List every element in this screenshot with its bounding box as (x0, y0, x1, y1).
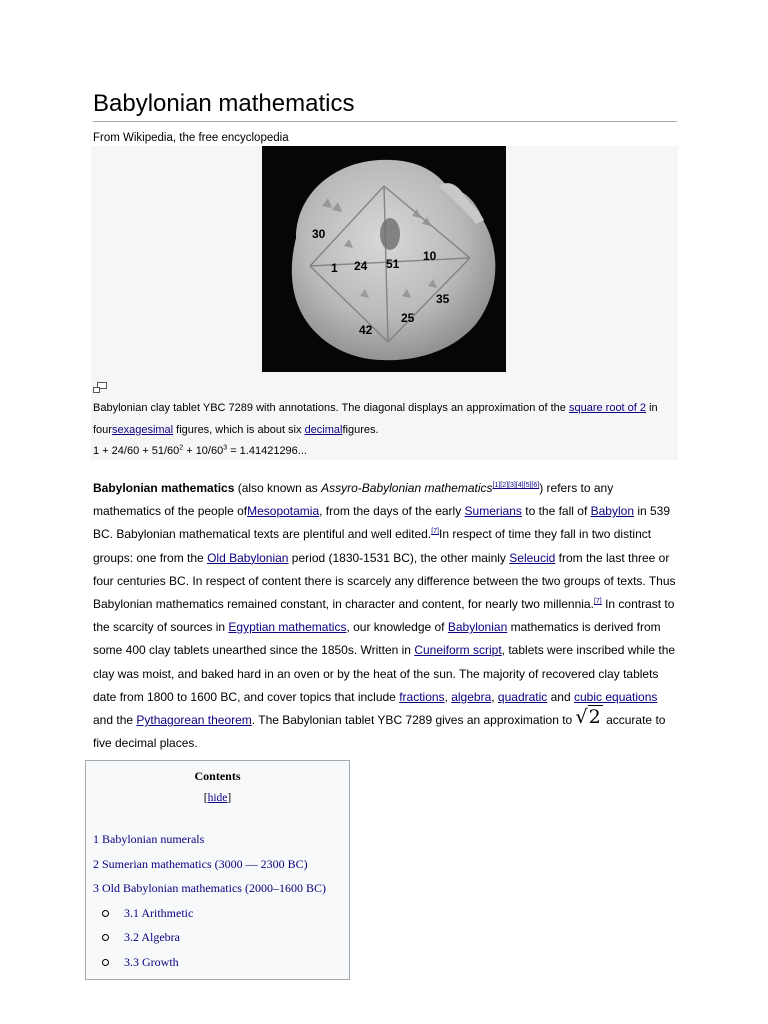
tablet-photo (262, 146, 506, 372)
link-egyptian-mathematics[interactable]: Egyptian mathematics (228, 620, 347, 635)
caption-text: Babylonian clay tablet YBC 7289 with annotations. The diagonal displays an approximation of the (93, 402, 569, 414)
alt-name: Assyro-Babylonian mathematics (321, 481, 493, 495)
magnify-clip-icon[interactable] (93, 382, 107, 393)
body-text: In respect of time they fall in two distinct groups: one from the (93, 527, 652, 565)
toc-item-sumerian-mathematics[interactable]: 2 Sumerian mathematics (3000 — 2300 BC) (93, 856, 308, 871)
toc-item-label: 3.2 Algebra (124, 930, 180, 944)
formula-text: 1 + 24/60 + 51/60 (93, 445, 180, 457)
body-text: to the fall of (521, 504, 591, 519)
body-text: ) refers to any mathematics of the people of (93, 481, 614, 519)
toc-bracket: ] (227, 792, 232, 804)
body-text: , tablets were inscribed while the clay was moist, and baked hard in an oven or by the heat of the sun. The majority of recovered clay tablets date from 1800 to 1600 BC, and cover topics that include (93, 643, 676, 704)
formula-text: + 10/60 (183, 445, 224, 457)
tagline: From Wikipedia, the free encyclopedia (93, 132, 289, 144)
link-quadratic[interactable]: quadratic (497, 689, 548, 704)
toc-hide-link[interactable]: hide (207, 792, 228, 804)
link-sexagesimal[interactable]: sexagesimal (111, 423, 174, 436)
caption-text: figures, which is about six (173, 423, 305, 436)
bullet-icon (102, 934, 109, 941)
toc-item-algebra[interactable] (93, 930, 326, 955)
toc-list (93, 832, 326, 979)
article-subject: Babylonian mathematics (93, 481, 235, 495)
reference-links[interactable]: [1][2][3][4][5][6] (492, 482, 540, 489)
reference-link-7[interactable]: [7] (593, 598, 602, 606)
toc-toggle (86, 792, 349, 804)
tablet-number: 1 (331, 261, 338, 275)
tablet-number: 30 (312, 227, 326, 241)
toc-item-old-babylonian-mathematics[interactable]: 3 Old Babylonian mathematics (2000–1600 BC) (93, 881, 326, 895)
formula-exponent: 2 (179, 444, 184, 452)
toc-item-growth[interactable] (93, 955, 326, 980)
formula-text: = 1.41421296... (227, 445, 307, 457)
link-babylon[interactable]: Babylon (590, 504, 634, 519)
tablet-image[interactable] (262, 146, 506, 372)
article-body (93, 477, 678, 755)
body-text: . The Babylonian tablet YBC 7289 gives an approximation to (251, 713, 576, 728)
intro-paragraph (93, 477, 678, 755)
link-mesopotamia[interactable]: Mesopotamia (247, 504, 320, 519)
body-text: , (444, 689, 452, 704)
tablet-number: 51 (386, 257, 400, 271)
toc-item-label: 3.1 Arithmetic (124, 905, 194, 920)
figure-caption (93, 398, 678, 463)
bullet-icon (102, 910, 109, 917)
toc-title: Contents (194, 769, 241, 783)
caption-text: figures. (342, 423, 379, 436)
caption-formula (93, 441, 678, 463)
link-fractions[interactable]: fractions (399, 689, 445, 704)
caption-line (93, 398, 678, 441)
page-title: Babylonian mathematics (93, 90, 355, 117)
body-text: , from the days of the early (319, 504, 465, 519)
link-babylonian[interactable]: Babylonian (447, 620, 508, 635)
tablet-number: 25 (401, 311, 415, 325)
tablet-number: 35 (436, 292, 450, 306)
title-divider (93, 121, 677, 122)
toc-bracket: [ (203, 792, 208, 804)
sqrt-symbol: √ (575, 706, 588, 729)
sqrt-radicand: 2 (588, 706, 601, 729)
link-seleucid[interactable]: Seleucid (509, 550, 556, 565)
tablet-number: 10 (423, 249, 437, 263)
link-old-babylonian[interactable]: Old Babylonian (207, 550, 289, 565)
link-cubic-equations[interactable]: cubic equations (574, 689, 658, 704)
caption-text: in four (93, 402, 658, 436)
body-text: mathematics is derived from some 400 clay tablets unearthed since the 1850s. Written in (93, 620, 661, 658)
link-square-root-of-2[interactable]: square root of 2 (568, 402, 647, 414)
table-of-contents (85, 760, 350, 980)
body-text: In contrast to the scarcity of sources in (93, 597, 675, 635)
link-pythagorean-theorem[interactable]: Pythagorean theorem (136, 713, 252, 728)
toc-item-label: 3.3 Growth (124, 954, 179, 969)
body-text: , our knowledge of (346, 620, 448, 635)
formula-exponent: 3 (223, 444, 228, 452)
toc-item-babylonian-numerals[interactable]: 1 Babylonian numerals (93, 832, 205, 846)
body-text: and (547, 689, 574, 704)
body-text: in 539 BC. Babylonian mathematical texts are plentiful and well edited. (93, 504, 671, 542)
link-decimal[interactable]: decimal (304, 423, 343, 436)
body-text: and the (93, 713, 137, 728)
bullet-icon (102, 959, 109, 966)
link-algebra[interactable]: algebra (451, 689, 492, 704)
link-cuneiform-script[interactable]: Cuneiform script (414, 643, 502, 658)
toc-item-arithmetic[interactable] (93, 906, 326, 931)
tablet-number: 42 (359, 323, 373, 337)
body-text: period (1830-1531 BC), the other mainly (288, 550, 510, 565)
reference-link-7[interactable]: [7] (431, 528, 439, 536)
link-sumerians[interactable]: Sumerians (464, 504, 522, 519)
body-text: (also known as (234, 481, 322, 495)
tablet-number: 24 (354, 259, 368, 273)
sqrt-2-formula (575, 706, 603, 729)
body-text: from the last three or four centuries BC. In respect of content there is scarcely any difference between the two groups of texts. Thus Babylonian mathematics remained constant, in character and content, for nearly two millennia. (93, 550, 676, 612)
body-text: , (491, 689, 498, 704)
body-text: accurate to five decimal places. (93, 713, 666, 751)
